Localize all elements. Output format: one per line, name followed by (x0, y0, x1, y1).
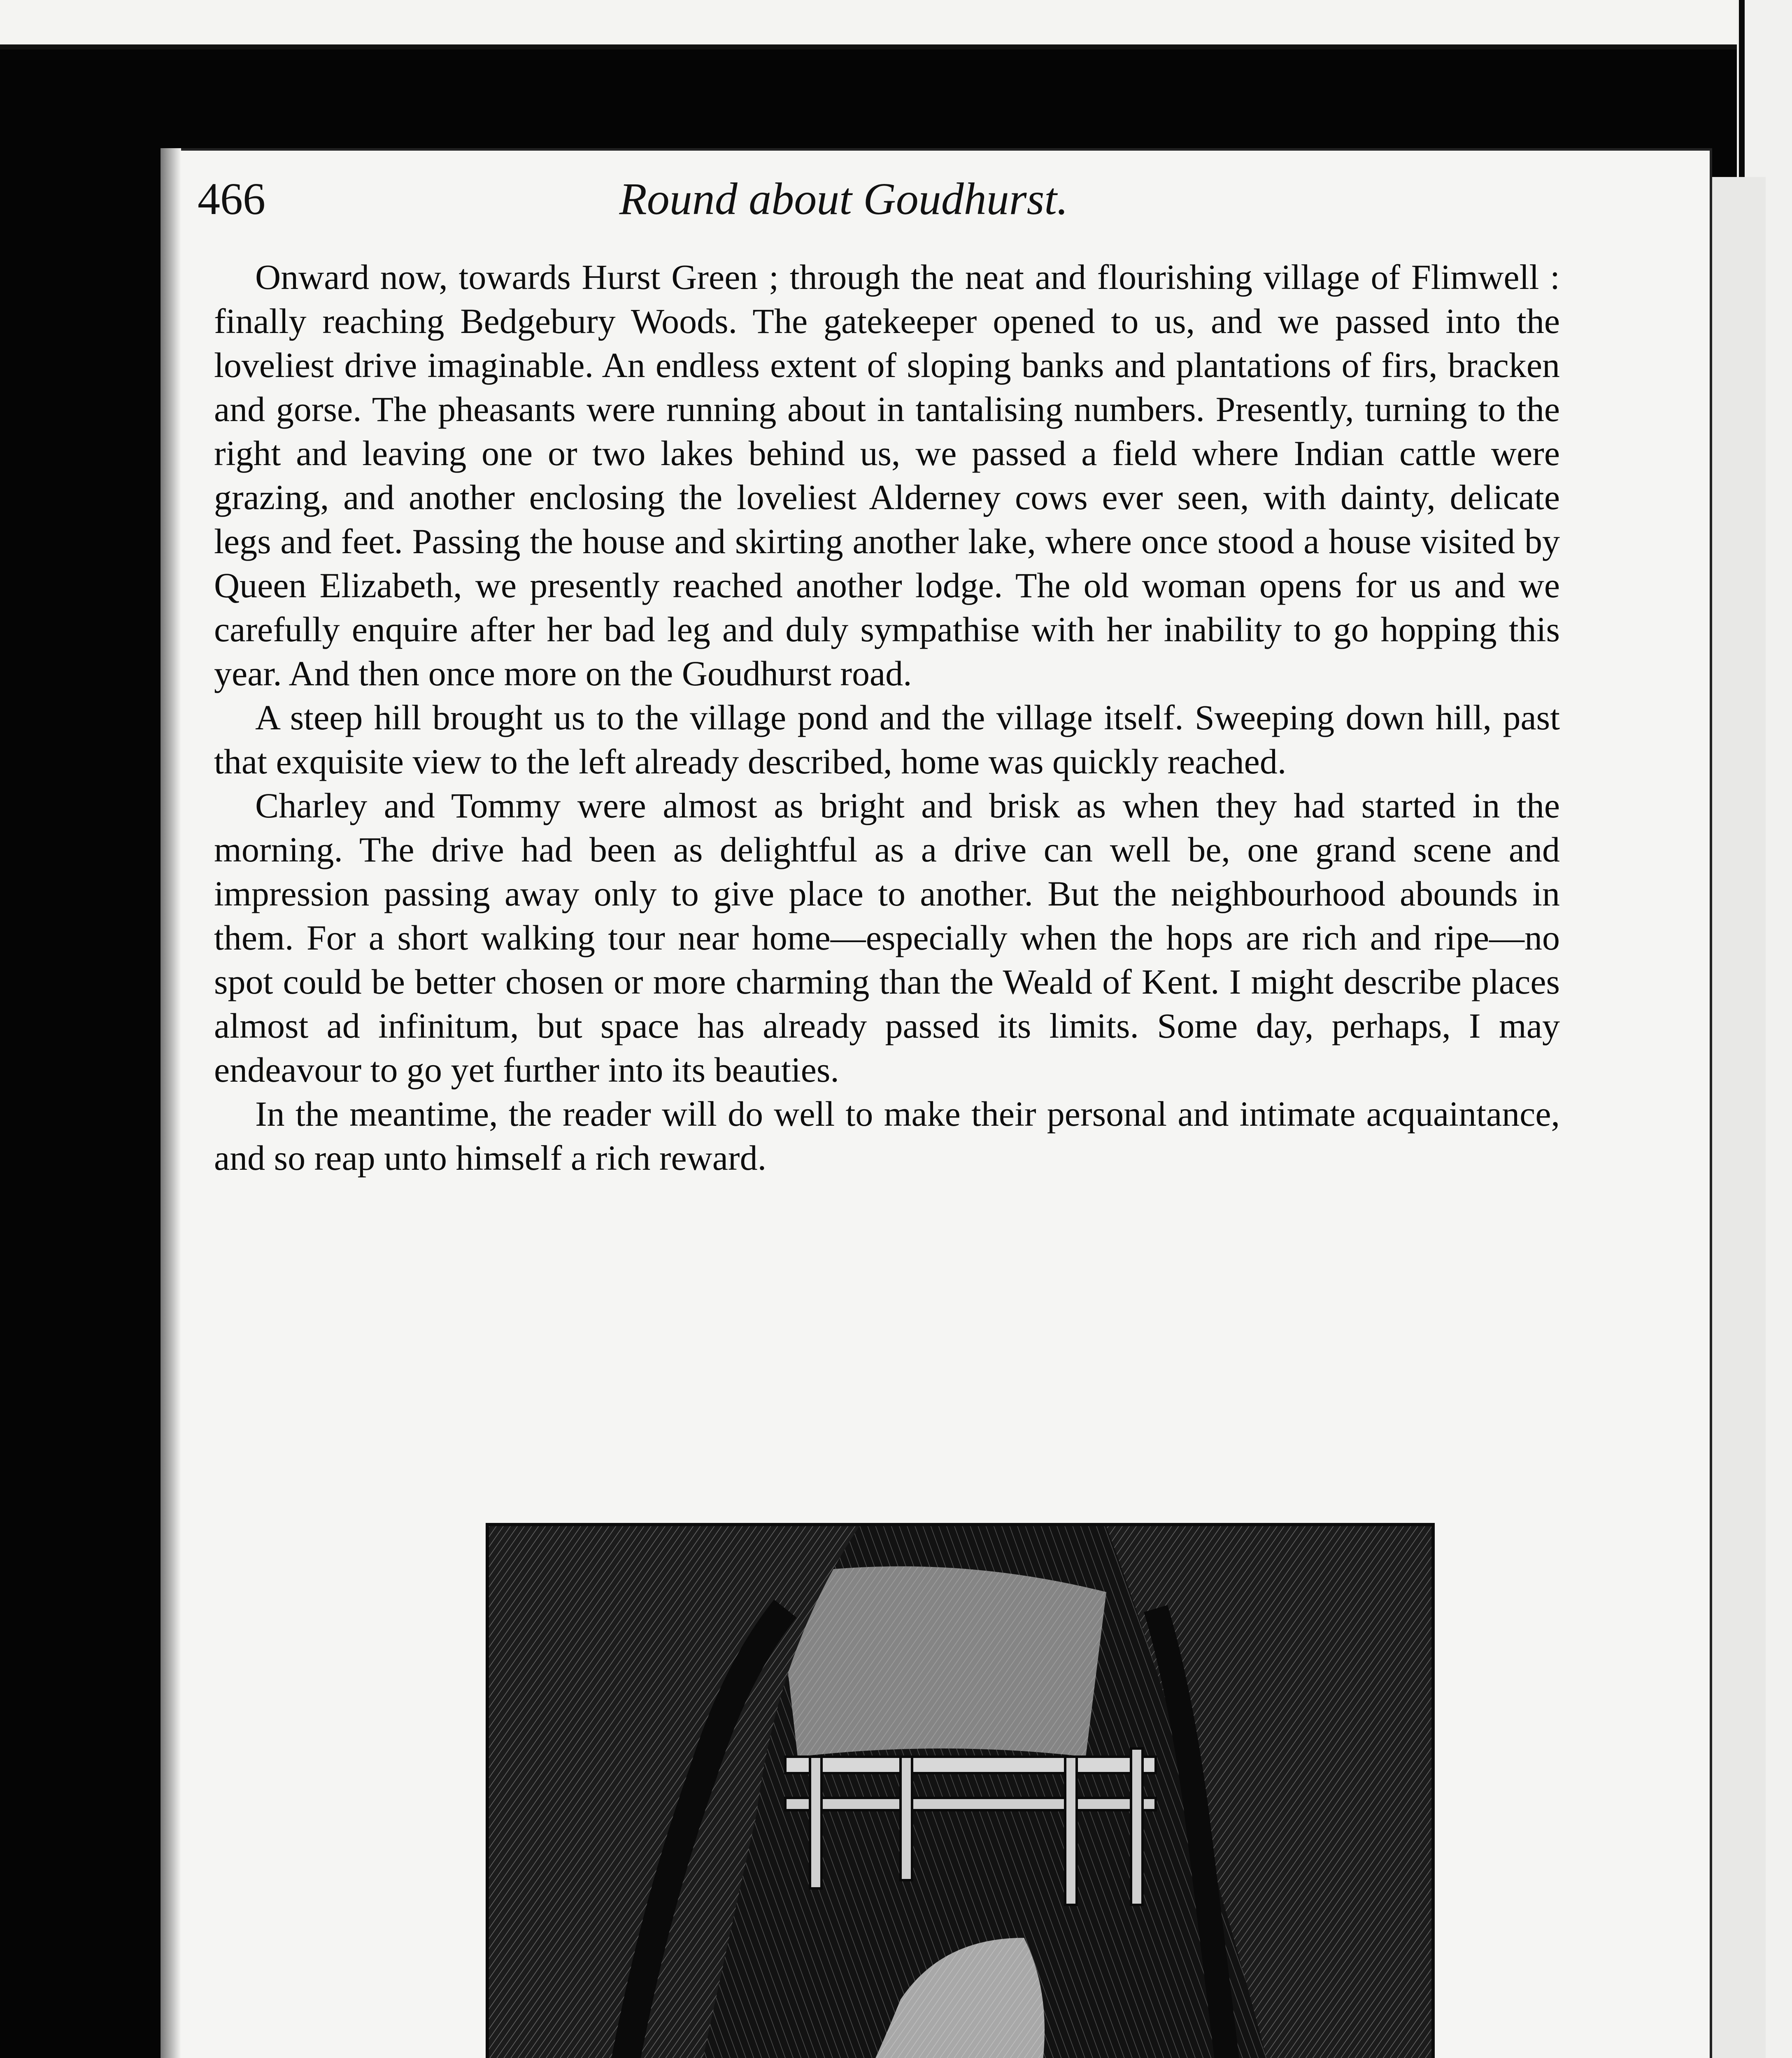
body-text (214, 255, 1560, 1180)
paragraph: A steep hill brought us to the village pond and the village itself. Sweeping down hill, past that exquisite view to the left already described, home was quickly reached. (214, 698, 1560, 781)
page-number: 466 (198, 174, 265, 224)
next-page-edge (1708, 177, 1766, 2058)
engraving-illustration (486, 1523, 1435, 2058)
running-title: Round about Goudhurst. (619, 174, 1068, 224)
page-divider (0, 44, 1737, 49)
woodland-bridge-engraving (489, 1526, 1431, 2058)
binding-shadow (161, 148, 181, 2058)
previous-page-edge (0, 0, 1737, 49)
paragraph: In the meantime, the reader will do well to make their personal and intimate acquaintance, and so reap unto himself a rich reward. (214, 1094, 1560, 1178)
running-head (198, 173, 1490, 239)
paragraph: Charley and Tommy were almost as bright and brisk as when they had started in the morning. The drive had been as delightful as a drive can well be, one grand scene and impression passing away only to give place to another. But the neighbourhood abounds in them. For a short walking tour near home—especially when the hops are rich and ripe—no spot could be better chosen or more charming than the Weald of Kent. I might describe places almost ad infinitum, but space has already passed its limits. Some day, perhaps, I may endeavour to go yet further into its beauties. (214, 786, 1560, 1090)
paragraph: Onward now, towards Hurst Green ; through the neat and flourishing village of Flimwell : finally reaching Bedgebury Woods. The gatekeeper opened to us, and we passed into the loveliest drive imaginable. An endless extent of sloping banks and plantations of firs, bracken and gorse. The pheasants were running about in tantalising numbers. Presently, turning to the right and leaving one or two lakes behind us, we passed a field where Indian cattle were grazing, and another enclosing the loveliest Alderney cows ever seen, with dainty, delicate legs and feet. Passing the house and skirting another lake, where once stood a house visited by Queen Elizabeth, we presently reached another lodge. The old woman opens for us and we carefully enquire after her bad leg and duly sympathise with her inability to go hopping this year. And then once more on the Goudhurst road. (214, 257, 1560, 693)
